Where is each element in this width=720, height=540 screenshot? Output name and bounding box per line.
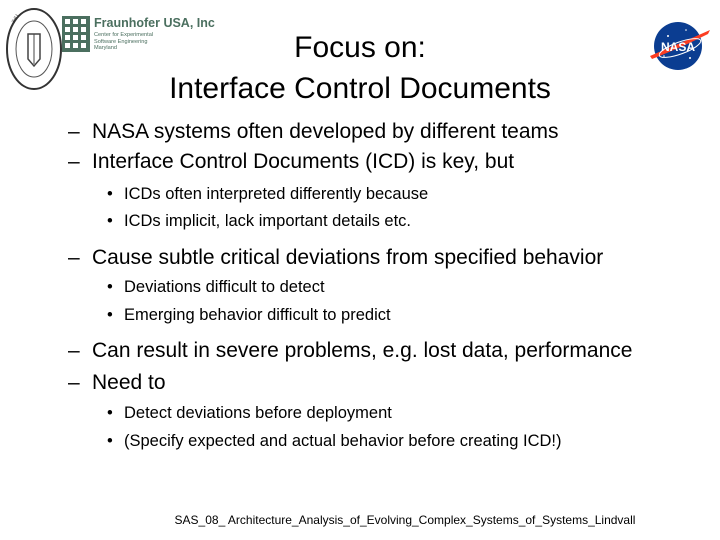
sub-bullet-text: Deviations difficult to detect <box>124 278 325 296</box>
bullet-text: Cause subtle critical deviations from specified behavior <box>92 246 604 269</box>
dash-marker: – <box>68 371 80 394</box>
bullet-text: Need to <box>92 371 166 394</box>
sub-bullet-text: ICDs often interpreted differently because <box>124 185 429 203</box>
dot-marker: • <box>107 212 113 230</box>
dash-marker: – <box>68 120 80 143</box>
dash-marker: – <box>68 246 80 269</box>
fraunhofer-sub-line: Center for Experimental <box>94 32 154 38</box>
dash-marker: – <box>68 339 80 362</box>
bullet-text: Can result in severe problems, e.g. lost data, performance <box>92 339 633 362</box>
dot-marker: • <box>107 432 113 450</box>
dash-marker: – <box>68 150 80 173</box>
title-line-1: Focus on: <box>294 31 426 64</box>
fraunhofer-sub-line: Software Engineering <box>94 38 148 45</box>
nasa-logo-text: NASA <box>660 40 696 54</box>
bullet-text: NASA systems often developed by different teams <box>92 120 559 143</box>
nasa-logo <box>648 18 712 74</box>
bullet-text: Interface Control Documents (ICD) is key, but <box>92 150 515 173</box>
dot-marker: • <box>107 278 113 296</box>
dot-marker: • <box>107 185 113 203</box>
jhu-seal-logo <box>4 4 64 94</box>
dot-marker: • <box>107 306 113 324</box>
sub-bullet-text: Detect deviations before deployment <box>124 404 392 422</box>
slide-footer: SAS_08_ Architecture_Analysis_of_Evolving_Complex_Systems_of_Systems_Lindvall <box>174 513 636 527</box>
fraunhofer-sub-line: Maryland <box>94 45 118 51</box>
svg-text:JHU: JHU <box>10 13 21 25</box>
sub-bullet-text: ICDs implicit, lack important details etc. <box>124 212 412 230</box>
sub-bullet-text: (Specify expected and actual behavior before creating ICD!) <box>124 432 562 450</box>
sub-bullet-text: Emerging behavior difficult to predict <box>124 306 391 324</box>
title-line-2: Interface Control Documents <box>169 72 551 105</box>
fraunhofer-grid-icon <box>62 16 90 52</box>
slide-title <box>100 27 620 109</box>
fraunhofer-name: Fraunhofer USA, Inc <box>94 16 215 30</box>
dot-marker: • <box>107 404 113 422</box>
